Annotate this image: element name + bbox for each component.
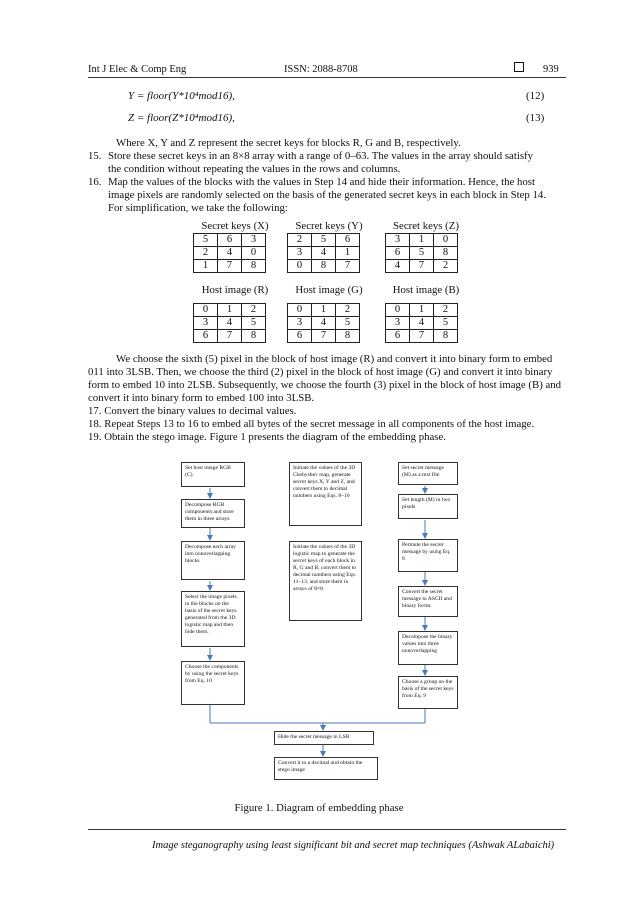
cell: 5 <box>242 317 266 330</box>
cell: 8 <box>434 247 458 260</box>
cell: 3 <box>288 247 312 260</box>
step-15-line-1: Store these secret keys in an 8×8 array with a range of 0–63. The values in the array should satisfy <box>108 150 534 162</box>
cell: 3 <box>386 234 410 247</box>
cell: 1 <box>336 247 360 260</box>
flow-choose-group: Choose a group on the basis of the secret keys from Eq. 9 <box>398 676 458 709</box>
cell: 3 <box>242 234 266 247</box>
where-text: Where X, Y and Z represent the secret keys for blocks R, G and B, respectively. <box>116 137 461 149</box>
footer-citation: Image steganography using least significant bit and secret map techniques (Ashwak ALabaichi) <box>152 840 555 851</box>
cell: 7 <box>218 330 242 343</box>
cell: 7 <box>218 260 242 273</box>
flow-init-chebyshev: Initiate the values of the 3D Chebyshev map, generate secret keys X, Y and Z, and convert them to decimal numbers using Eqs. 8–10 <box>289 462 362 526</box>
cell: 4 <box>312 247 336 260</box>
secret-keys-z-label: Secret keys (Z) <box>393 220 459 232</box>
cell: 7 <box>336 260 360 273</box>
paragraph-line-3: form to embed 10 into 2LSB. Subsequently, we choose the fourth (3) pixel in the block of host image (B) and <box>88 379 562 391</box>
secret-keys-x-label: Secret keys (X) <box>201 220 269 232</box>
cell: 2 <box>194 247 218 260</box>
equation-12-number: (12) <box>526 90 545 102</box>
step-16-line-3: For simplification, we take the following: <box>108 202 288 214</box>
cell: 6 <box>194 330 218 343</box>
cell: 6 <box>386 330 410 343</box>
flow-permute-message: Permute the secret message by using Eq. 8 <box>398 539 458 572</box>
cell: 0 <box>288 260 312 273</box>
step-19: 19. Obtain the stego image. Figure 1 presents the diagram of the embedding phase. <box>88 431 447 443</box>
page-number: 939 <box>543 64 559 75</box>
cell: 8 <box>312 260 336 273</box>
journal-name: Int J Elec & Comp Eng <box>88 64 187 75</box>
cell: 4 <box>410 317 434 330</box>
flow-hide-lsb: Hide the secret message in LSB <box>274 731 374 745</box>
cell: 1 <box>410 304 434 317</box>
equation-12: Y = floor(Y*10⁴mod16), <box>128 90 235 102</box>
figure-caption: Figure 1. Diagram of embedding phase <box>234 802 404 814</box>
paragraph-line-4: convert it into binary form to embed 100 into 3LSB. <box>88 392 315 404</box>
cell: 2 <box>336 304 360 317</box>
flow-decompose-binary: Decompose the binary values into three nonoverlapping <box>398 631 458 665</box>
cell: 5 <box>410 247 434 260</box>
host-image-b-label: Host image (B) <box>392 284 460 296</box>
cell: 4 <box>218 247 242 260</box>
cell: 6 <box>288 330 312 343</box>
footer-rule <box>88 829 566 830</box>
cell: 4 <box>386 260 410 273</box>
cell: 1 <box>312 304 336 317</box>
flow-set-length: Set length (M) in two pixels <box>398 494 458 519</box>
equation-13-number: (13) <box>526 112 545 124</box>
flow-choose-components: Choose the components by using the secret keys from Eq. 10 <box>181 661 245 705</box>
cell: 2 <box>242 304 266 317</box>
cell: 3 <box>386 317 410 330</box>
cell: 0 <box>434 234 458 247</box>
step-15-line-2: the condition without repeating the values in the rows and columns. <box>108 163 401 175</box>
cell: 0 <box>288 304 312 317</box>
cell: 5 <box>336 317 360 330</box>
equation-13: Z = floor(Z*10⁴mod16), <box>128 112 235 124</box>
flow-set-host-image: Set host image RGB (C). <box>181 462 245 487</box>
secret-keys-y-label: Secret keys (Y) <box>295 220 363 232</box>
cell: 5 <box>194 234 218 247</box>
cell: 2 <box>434 304 458 317</box>
cell: 2 <box>434 260 458 273</box>
cell: 3 <box>288 317 312 330</box>
cell: 6 <box>336 234 360 247</box>
cell: 5 <box>312 234 336 247</box>
cell: 1 <box>218 304 242 317</box>
flow-select-pixels: Select the image pixels in the blocks on the basis of the secret keys generated from the 3D logistic map and then hide them. <box>181 591 245 647</box>
cell: 7 <box>410 260 434 273</box>
step-16-line-1: Map the values of the blocks with the values in Step 14 and hide their information. Hence, the host <box>108 176 535 188</box>
flow-convert-ascii: Convert the secret message to ASCII and binary forms <box>398 586 458 617</box>
cell: 0 <box>194 304 218 317</box>
flow-convert-decimal: Convert it to a decimal and obtain the stego image <box>274 757 378 780</box>
flow-init-logistic: Initiate the values of the 3D logistic map to generate the secret keys of each block in R, G and B, convert them to decimal numbers using Eqs. 11–13, and store them in arrays of 8×8. <box>289 541 362 621</box>
cell: 1 <box>194 260 218 273</box>
host-image-g-label: Host image (G) <box>295 284 363 296</box>
cell: 7 <box>410 330 434 343</box>
cell: 8 <box>336 330 360 343</box>
step-18: 18. Repeat Steps 13 to 16 to embed all bytes of the secret message in all components of the host image. <box>88 418 535 430</box>
host-image-r-label: Host image (R) <box>201 284 269 296</box>
flow-set-secret-message: Set secret message (M) as a text file <box>398 462 458 485</box>
cell: 5 <box>434 317 458 330</box>
step-16-line-2: image pixels are randomly selected on the basis of the generated secret keys in each block in Step 14. <box>108 189 547 201</box>
flow-decompose-rgb: Decompose RGB components and store them in three arrays <box>181 499 245 528</box>
cell: 8 <box>242 260 266 273</box>
cell: 2 <box>288 234 312 247</box>
cell: 0 <box>386 304 410 317</box>
paragraph-line-2: 011 into 3LSB. Then, we choose the third (2) pixel in the block of host image (G) and convert it into binary <box>88 366 553 378</box>
cell: 1 <box>410 234 434 247</box>
issn: ISSN: 2088-8708 <box>284 64 358 75</box>
cell: 0 <box>242 247 266 260</box>
step-15-number: 15. <box>88 150 102 162</box>
cell: 6 <box>218 234 242 247</box>
cell: 3 <box>194 317 218 330</box>
cell: 8 <box>434 330 458 343</box>
cell: 4 <box>312 317 336 330</box>
cell: 6 <box>386 247 410 260</box>
paragraph-line-1: We choose the sixth (5) pixel in the block of host image (R) and convert it into binary form to embed <box>116 353 553 365</box>
cell: 8 <box>242 330 266 343</box>
cell: 7 <box>312 330 336 343</box>
step-17: 17. Convert the binary values to decimal values. <box>88 405 297 417</box>
cell: 4 <box>218 317 242 330</box>
step-16-number: 16. <box>88 176 102 188</box>
flow-decompose-array: Decompose each array into nonoverlapping blocks <box>181 541 245 580</box>
